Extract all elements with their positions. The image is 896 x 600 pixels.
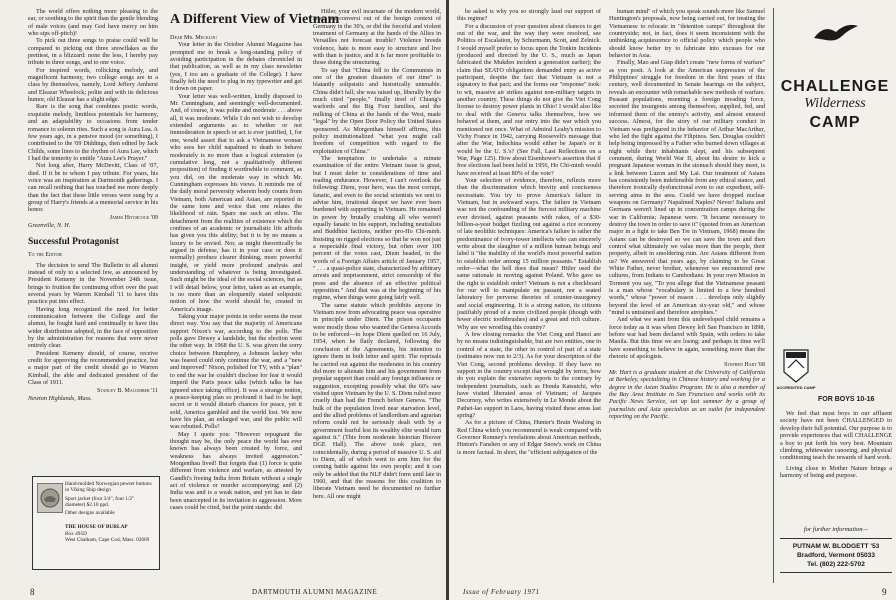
article-body-part-1 [170,41,302,511]
vietnam-letter-paragraph: Finally, Mao and Giap didn't create "new forms of warfare" as you posit. A look at the American suppression of the Philippines' struggle for freedom in the first years of this century, well documented in Senate hearings on the subject, reveals an encounter with remarkable new methods of warfare. Peasant populations, resenting a foreign invading force, secreted the insurgents among themselves, supplied, fed, and informed them of the enemy's activity, and almost ensured success. Almost, for the story of our military conduct in Vietnam was prefigured in the behavior of Arthur MacArthur, who led the fight against the Filipinos. Sen. Douglas couldn't help being impressed by a Father who burned down villages at night while their inhabitants slept, and his subsequent comment, during World War II, about his desire to kick a pregnant Japanese woman in the stomach should they meet, is a link between Luzon and My Lai. Our treatment of Asians has consistently been indefensible from any ethical stance, and therefore ironically dysfunctional even to our expedient, self-serving aims in the area. Could we have dropped nuclear weapons on Germany? Napalmed Naples? Never! Italians and Germans weren't lined up in concentration camps during the war in California; Japanese were. "It became necessary to destroy the town in order to save it" (quoted from an American major in a fight to take Ben Tre in Vietnam, 1968) means the Asians can be destroyed so we can save the town and then control what ultimately we value more than the people, their property, albeit in smoldering ruin. Are Asians different from us? We answered that years ago, by claiming to be Great White Father, never brother, whenever we encountered new cultures, from Indians to Cambodians. In your own Mission in Torment you say, "To you allege that the Vietnamese peasant is a man whose "vocabulary is limited to a few hundred words," whose "power of reason . . . develops only slightly beyond the level of an American six-year old," and whose "mind is untrained and therefore atrophies." [609,59,765,317]
ages-label: FOR BOYS 10-16 [818,396,875,403]
macomber-letter-paragraph: President Kemeny should, of course, receive credit for approving the recommended practice, but a major part of the credit should go to Warren Kimball, the able and dedicated president of the Class of 1911. [28,349,158,387]
vietnam-letter-paragraph: May I quote you: "However repugnant the thought may be, the only peace the world has ever known has always been created by force, and weakness has always invited aggression." Morgenthau lived! But forgets that (1) force is quite different from violence and warfare, as attested by Gandhi's freeing India from Britain without a single act of violence or murder accompanying; and (2) India was and is a weak nation, and yet has to date been unaccepted in its invitation to aggression. More cases could be cited, but the point stands: did [170,430,302,511]
issue-footer: Issue of February 1971 [463,588,540,596]
camp-headline-camp: CAMP [809,114,861,131]
vietnam-letter-paragraph: As for a picture of China, Hunter's Brain Washing in Red China which you recommend is weak compared with Governor Romney's revelations about American methods, Hinton's Fanshen or any of Edgar Snow's work on China is more factual. In short, the "efficient subjugation of the [457,419,601,456]
article-body-part-4 [609,8,765,573]
ad-address-2: West Chatham, Cape Cod, Mass. 02669 [65,537,150,544]
page-number-right: 9 [882,587,887,597]
signature-macomber: Stanley B. Macomber '11 [97,387,158,394]
salutation: Dear Mr. Mecklin: [170,34,218,41]
camp-headline-wilderness: Wilderness [804,96,866,111]
vietnam-letter-paragraph: Your selection of evidence, therefore, reflects more than the discrimination which brevity and conciseness necessitate. You try to prove America's failure in Vietnam, but in awkward ways. The failure in Vietnam was not the confounding of the fiercest military machine ever devised, against peasants with rakes, of a $30-billion-a-year budget fizzling out against a rice economy of late neolithic techniques: America's failure is rather the predominance of ivory-tower intellects who can sincerely write about the slaughter of a million human beings and label it "the inability of the world's most powerful nation to establish order among 15 million peasants." Establish order—what the hell does that mean? Hitler used the same rationale in moving against Poland. Who gave us the right to establish order? Vietnam is not a checkboard for our will to manipulate en passant, nor a seated laboratory for perverse theories of counter-insurgency and social engineering. It is a strong nation, its citizens justifiably proud of a more civilized people (though with fewer electric toothbrushes) and a great and rich culture. Why are we wrestling this country? [457,176,601,331]
ad-line-2: Sport jacket (four 3/4", four 1/2" diameter) $2.10 ppd. [65,495,135,508]
hitchcock-letter-paragraph: For inspired words, rollicking melody, and magnificent harmony, two college songs are in a class by themselves, namely, Lord Jeffery Amherst and Eleazar Wheelock; polite and with its delicious humor, old Eleazar has a slight edge. [28,66,158,104]
vietnam-letter-paragraph: Hitler, your evil incarnate of the modern world, arise uni conversi out of the benign context of Germany in the 30's, or did the forceful and violent treatment of Germany at the hands of the Allies in Versailles not forecast trouble? Violence breeds violence, hate is more easy to structure and live with than is justice, and it is far more profitable to those doing the structuring. [313,8,441,67]
signature-hitchcock: James Hitchcock '09 [109,214,158,221]
accredited-camp-label: ACCREDITED CAMP [776,385,816,390]
letter-hitchcock [28,8,158,214]
page-number-left: 8 [30,587,35,597]
camp-contact [780,538,892,573]
contact-name: PUTNAM W. BLODGETT '53 [792,543,880,550]
vietnam-letter-paragraph: A few closing remarks: the Viet Cong and Hanoi are by no means indistinguishable, but are two entities, one in control of a state, the other in control of part of a state (estimates now run to 2/3). As for your description of the Viet Cong, second problems develop. If they have no support in the country except that wrought by terror, how do you explain the extensive reports to the contrary by independent journalists, such as Honda Katsuichi, who have visited liberated areas of Vietnam; of Jacques Decornoy, who writes extensively in Le Monde about the Pathet-lao support in Laos, having visited these areas last spring? [457,331,601,419]
hitchcock-letter-paragraph: To pick out three songs to praise could well be compared to picking out three snowflakes as the prettiest, in a blizzard: none the less, I hereby pay tribute to three songs, and to one voice. [28,37,158,67]
vietnam-letter-paragraph: Your letter was well-written, kindly disposed to Mr. Cunningham, and seemingly well-documented. And, of course, it was polite and moderate . . . above all, it was moderate. While I do not wish to develop extended arguments as to whether or not immoderation in speech or act is ever justified, I, for one, would assert that to ask a Vietnamese woman who sees her child napalmed to death to behave moderately is no more than a logical extension (a cumulative long, not a qualitatively different proposition) of finding it worthwhile to comment, as you did, on the moderate way in which Mr. Cunningham expresses his views. It reminds me of the daily moral perversity wherein body counts from Vietnam, both American and Asian, are reported in the same tone and voice that one relates the likelihood of rain. Spare me such an ethos. The detachment from the realities of existence which the confines of an academic or journalistic life affords has given you this ability; but it is by no means a luxury to be envied. Nor, as might theoretically be argued in defense, has it in your case or does it normally) produce clearer thinking, more powerful insight, or yield more profound analysis and understanding of whatever is being investigated. Such might be the ideal of the social sciences, but as I will detail below, your letter, taken as an example, is no more than an eloquently stated solipsistic notion of how the world should be, created in America's image. [170,92,302,313]
location-hitchcock: Greenville, N. H. [28,221,71,229]
vietnam-letter-paragraph: And what we want from this undeveloped child remains a force today as it was when Dewey left San Francisco in 1898, before war had been declared with Spain, with orders to take Manila. But this time we are losing; and perhaps in time we'll have something to believe in again, something more than the rhetoric of apologists. [609,316,765,361]
ad-copy [65,481,155,543]
left-page [0,0,446,600]
vietnam-letter-paragraph: human mind" of which you speak sounds more like Samuel Huntington's proposals, now being carried out, for treating the Vietnamese to relocate in "detention camps" throughout the countryside; not, in fact, does it seem inconsistent with the unthinking acquiescence to official policy which people who should know better try to fabricate into excuses for our behavior in Asia. [609,8,765,60]
camp-headline-challenge: CHALLENGE [780,78,890,95]
article-body-paras [609,8,765,361]
vietnam-letter-paragraph: be asked is why you so strongly laud our support of this regime? [457,8,601,23]
location-macomber: Newton Highlands, Mass. [28,394,92,402]
vietnam-letter-column [170,8,340,573]
vietnam-letter-paragraph: To say that "China fell to the Communists in one of the greatest disasters of our time" is blatantly solipsistic and historically untenable. China didn't fall; she was raised up, liberally by the much cited "people," finally tired of Chiang's warlords and the Big Four families, and the milking of China at the hands of the West, made "legal" by the Open Door Policy the United States sponsored. As Morgenthau himself affirms, this policy institutionalized "what you might call freedom of competition with regard to the exploitation of China." [313,66,441,155]
signature-hart: Stephen Hart '68 [724,361,765,368]
macomber-letter-paragraph: Having long recognized the need for better communication between the College and the alumni, he fought hard and continually to have this wider distribution adopted, in the face of opposition by the administration for reasons that were never entirely clear. [28,305,158,350]
macomber-letter-paragraph: The decision to send The Bulletin to all alumni instead of only to a selected few, as announced by President Kemeny in the November 24th issue, brings to fruition the continuing effort over the past several years by Warren Kimball '11 to have this practice put into effect. [28,261,158,306]
article-body-part-3 [457,8,601,573]
camp-ad-paragraph: We feel that most boys in our affluent society have not been CHALLENGED to develop their full potential. Our purpose is to provide experiences that will CHALLENGE a boy to put forth his very best. Mountain climbing, whitewater canoeing, and physical conditioning teach the rewards of hard work. [780,410,892,462]
vietnam-letter-paragraph: For a discussion of your question about chances to get out of the war, and the way they were resolved, see Politics of Escalation, by Schurmann, Scott, and Zelnick. I would myself prefer to focus upon the Tonkin Incidents (produced and directed by the U. S., much as Japan fabricated the Mukden incident a generation earlier); the claim that SEATO obligations demanded entry as active participant, despite the fact that Vietnam is not a signatory to that pact; and the forms our "response" took: to wit, massive air strikes against non-military targets in another country. These things do not give the Viet Cong license to destroy power plants in Ohio! I would also like to deal with the Geneva talks themselves, how we behaved at them, and our entry into the war which you mentioned not once. What of Admiral Leahy's mission to Vichy France in 1942, carrying Roosevelt's message that after the War, Indochina would either be Japan's or it would be the U. S.'s? (See Fall, Last Reflections on a War, Page 125). How about Eisenhower's assertion that if free elections had been held in 1956, Ho Chi-minh would have received at least 80% of the vote? [457,22,601,177]
contact-tel: Tel. (802) 222-5702 [807,561,865,568]
magazine-footer: DARTMOUTH ALUMNI MAGAZINE [252,588,378,596]
vietnam-letter-paragraph: Taking your major points in order seems the most direct way. You say that the majority of Americans support Nixon's war, according to the polls. The polls gave Dewey a landslide, but the election went the other way. In 1968 the U. S. was given the sorry choice between Humphrey, a Johnson lackey who was feared could only continue the war, and a "new and improved" Nixon, polished for TV, with a "plan" to end the war he couldn't disclose for fear it would imperil the Paris peace talks (which talks he has ignored since taking office). It was a strange notion, a peace-keeping plan so profound it had to be kept secret or it would disturb chances for peace, yet it sold, America gambled and the world lost. We now have his plan, an enlarged war, and the public will was rebutted. Polls? [170,313,302,431]
letters-column-1 [28,8,158,478]
hitchcock-letter-paragraph: The world offers nothing more pleasing to the ear, or soothing to the spirit than the gentle blending of male voices (and may God have mercy on him who sips off-pitch)! [28,8,158,38]
hitchcock-letter-paragraph: Rare is the song that combines poetic words, exquisite melody, limitless potentials for harmony, and an adaptability to occasions from tender romance to solemn rites. Such a song is Aura Lea. A few years ago, in a pensive mood (or something), I contributed to the '09 Diddings, then edited by Jack Childs, some lines to the rhythm of Aura Lee, which I had the temerity to entitle "Aura Lee's Prayer." [28,103,158,162]
heading-successful-protagonist: Successful Protagonist [28,237,119,248]
ad-shop-name: THE HOUSE OF BURLAP [65,524,128,531]
vietnam-letter-paragraph: The same statute which prohibits anyone in Vietnam now from advocating peace was operative in principle under Diem. The prison occupants were mostly those who wanted the Geneva Accords to be enforced—to hope Diem quelled on 16 July, 1954, when he flatly declared, following the conclusion of the Agreements, his intention to ignore them in both letter and spirit. The reprisals he carried out against the moderates in his country did more to alienate him and his government from popular support than could any foreign influence or suggestion, excepting possibly what the 60's saw visited upon Vietnam by the U. S. Diem ruled more cruelly than had the French before Geneva. "The bulk of the population lived near starvation level, and the allied problems of landlordism and agrarian reform could not be seriously dealt with by a government fearful lest its wealthy elite would turn against it." (This from moderate historian Hoover DGE Hall). The above took place, not coincidentally, during a period of massive U. S. aid to Diem, all of which went to arm him for the coming battle against his own people; and it can only be added that the NLF didn't form until late in 1960, and that the reasons for this coalition to liberate Vietnam need be documented no further here. All one might [313,301,442,500]
article-title: A Different View of Vietnam [170,12,340,27]
vietnam-letter-paragraph: Your letter in the October Alumni Magazine has prompted me to break a long-standing policy of avoiding participation in the debates chronicled in that publication, as well as in my class newsletter (yes, I too am a graduate of the College). I have finally felt the need to plug in my typewriter and get it down on paper. [170,41,302,93]
camp-ad-paragraph: Living close to Mother Nature brings a harmony of being and purpose. [780,464,892,480]
ad-line-1: Hand-molded Norwegian pewter buttons in Viking Ship design [65,481,152,494]
hitchcock-letter-paragraph: Not long after, Harry McDevitt, Class of '07, died. If it be to whom I pay tribute. For years, his voice was an inspiration at Dartmouth gatherings. I can recall nothing that has touched me more deeply than the fact that these little verses were sung by a group of Harry's friends at a memorial service in his honor. [28,162,158,214]
accredited-camp-badge-icon [782,348,810,384]
to-the-editor-label: To the Editor: [28,252,63,259]
house-of-burlap-ad [32,476,160,570]
article-body-part-2 [313,8,441,573]
ad-address-1: Box 495D [65,530,87,537]
letter-macomber [28,262,158,387]
contact-town: Bradford, Vermont 05033 [796,552,876,559]
vietnam-letter-paragraph: The temptation to undertake a minute examination of the entire Vietnam issue is great, but I must defer to considerations of time and reading endurance. However, I can't overlook the following: Diem, your hero, was the most corrupt, fanatic, and even to the social scientists we sent to advise him, irrational despot we have ever been burdened with supporting in Vietnam. He remained in power by brutally crushing all who weren't equally fanatic in his support, including neutralists and Buddhist factions, neither pro-Ho Chi-minh. Insisting on rigged elections so that he won not just a respectable final victory, but often over 100 percent of the votes cast, Diem headed, in the words of a Foreign Affairs article of January 1957, " . . . a quasi-police state, characterized by arbitrary arrests and imprisonment, strict censorship of the press and the absence of an effective political opposition." And that was at the beginning of his regime, when things were going fairly well. [313,154,441,302]
right-page [449,0,896,600]
pewter-button-image [37,483,63,513]
author-bio: Mr. Hart is a graduate student at the University of California at Berkeley, specializing in Chinese history and working for a degree in the Asian Studies Program. He is also a member of the Bay Area Institute in San Francisco and works with its Pacific News Service, set up last summer by a group of journalists and Asia specialists as an outlet for independent reporting on the Pacific. [609,368,765,420]
ad-line-3: Other designs available [65,510,115,517]
info-label: for further information— [803,526,869,533]
camp-description [780,410,892,483]
challenge-camp-ad [773,8,896,583]
eagle-icon [812,20,860,46]
